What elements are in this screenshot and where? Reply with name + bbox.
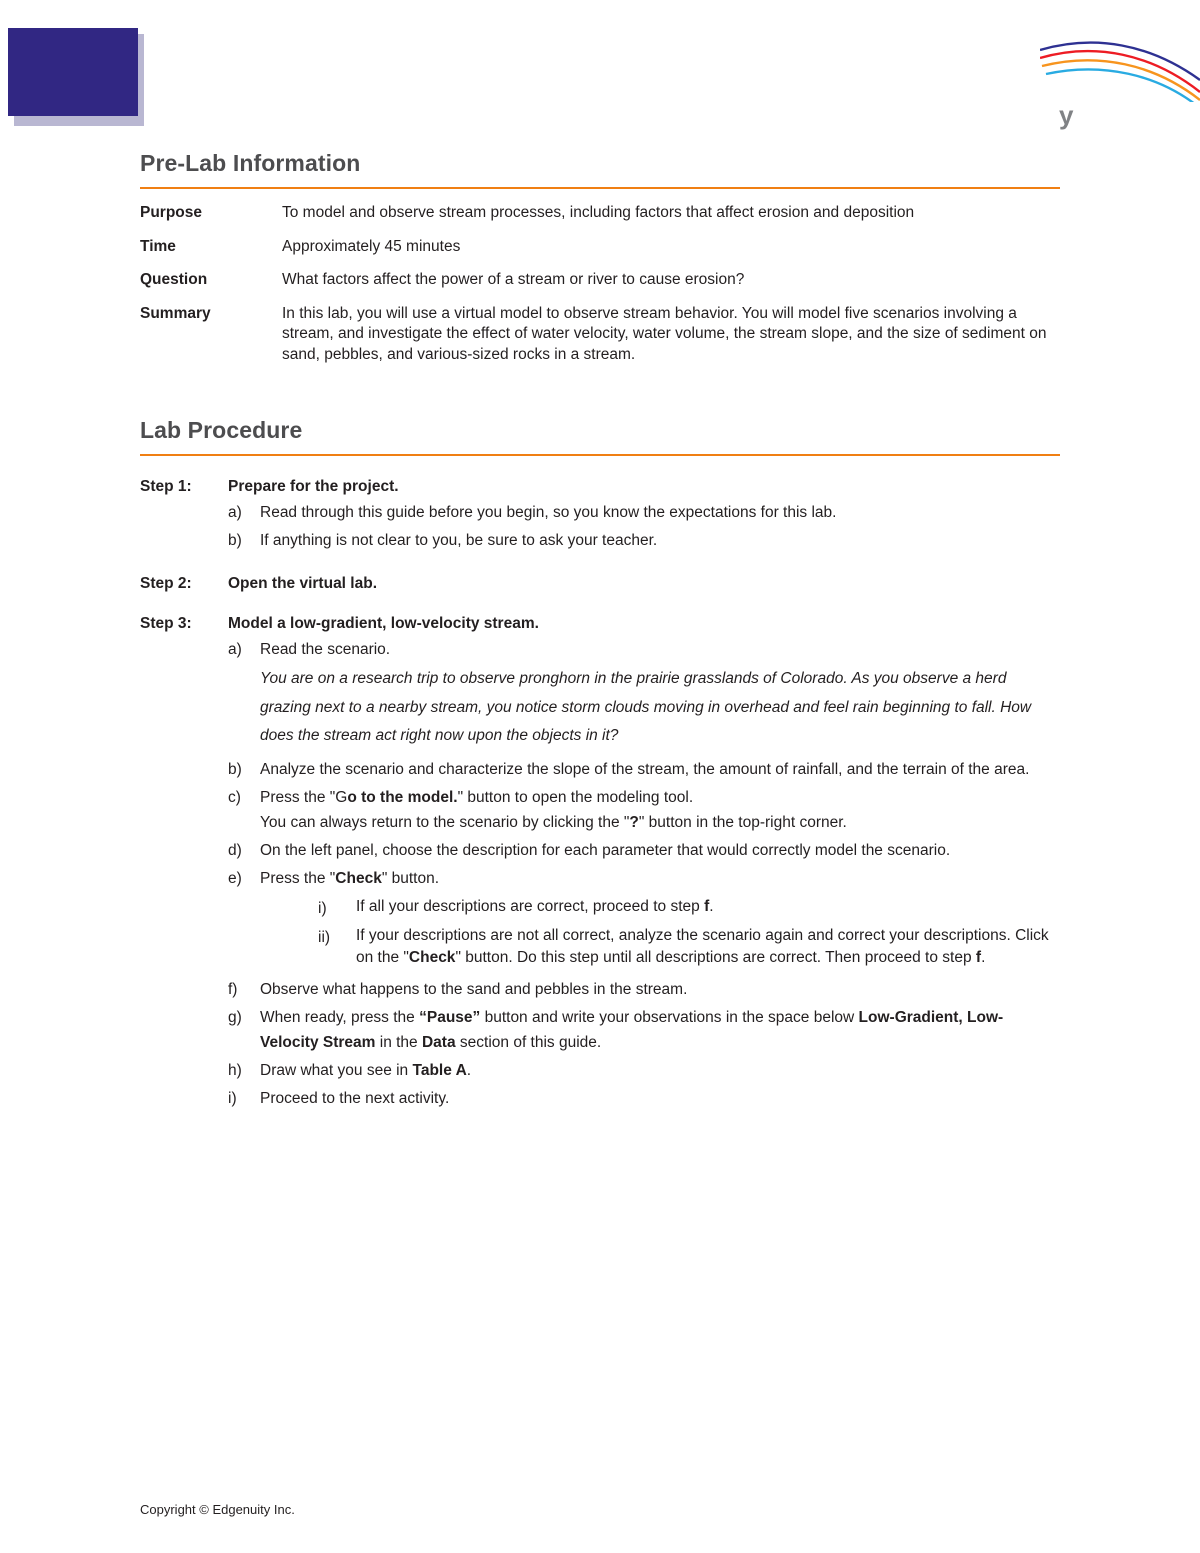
list-marker: h) <box>228 1061 242 1079</box>
list-item <box>228 528 1060 553</box>
step-3e-suffix: " button. <box>381 870 440 888</box>
table-row <box>140 237 1060 271</box>
prelab-heading: Pre-Lab Information <box>140 150 361 176</box>
procedure-heading: Lab Procedure <box>140 416 303 443</box>
step-3e-ii-suffix: . <box>981 949 986 967</box>
prelab-value-summary: In this lab, you will use a virtual model to observe stream behavior. You will model five scenarios involving a stream, and investigate the effect of water velocity, water volume, the stream slope, and the size of sediment on sand, pebbles, and various-sized rocks in a stream. <box>282 304 1047 364</box>
step-3g-middle-2: in the <box>375 1033 422 1051</box>
step-1b-text: If anything is not clear to you, be sure to ask your teacher. <box>260 531 658 549</box>
step-3g-prefix: When ready, press the <box>260 1008 420 1026</box>
step-3i-text: Proceed to the next activity. <box>260 1090 450 1108</box>
step-3e-subitems <box>260 896 1060 970</box>
step-3c-note-prefix: You can always return to the scenario by clicking the " <box>260 814 630 832</box>
step-3h-suffix: . <box>466 1061 472 1079</box>
list-item <box>228 1005 1060 1055</box>
list-marker: d) <box>228 842 242 860</box>
step-3g-middle-1: button and write your observations in the space below <box>480 1008 859 1026</box>
prelab-table <box>140 203 1060 379</box>
step-f-reference: f <box>704 897 710 915</box>
step-3b-text: Analyze the scenario and characterize the slope of the stream, the amount of rainfall, and the terrain of the area. <box>260 761 1030 778</box>
step-3h-prefix: Draw what you see in <box>260 1061 413 1079</box>
prelab-label-summary: Summary <box>140 304 211 322</box>
step-3f-text: Observe what happens to the sand and pebbles in the stream. <box>260 980 688 998</box>
list-item <box>228 977 1060 1002</box>
check-button-label: Check <box>408 949 456 967</box>
step-2-title: Open the virtual lab. <box>228 574 377 592</box>
prelab-value-purpose: To model and observe stream processes, including factors that affect erosion and deposition <box>282 204 915 221</box>
prelab-label-purpose: Purpose <box>140 204 203 221</box>
list-marker: ii) <box>318 928 331 946</box>
step-2-heading <box>140 575 1060 593</box>
step-1-heading <box>140 478 1060 496</box>
swoosh-decoration <box>1040 22 1200 102</box>
list-item <box>228 838 1060 863</box>
list-marker: g) <box>228 1008 242 1026</box>
step-1-title: Prepare for the project. <box>228 477 399 495</box>
list-item <box>318 896 1060 921</box>
prelab-value-time: Approximately 45 minutes <box>282 237 461 255</box>
step-3c-prefix: Press the "G <box>260 789 348 807</box>
list-marker: f) <box>228 980 238 998</box>
step-3e-prefix: Press the " <box>260 870 336 888</box>
list-marker: a) <box>228 503 242 521</box>
check-button-label: Check <box>335 870 382 888</box>
step-2-number: Step 2: <box>140 574 192 592</box>
step-3-number: Step 3: <box>140 614 192 632</box>
prelab-label-time: Time <box>140 237 176 255</box>
step-3g-suffix: section of this guide. <box>455 1033 602 1051</box>
step-3c-note <box>260 810 1060 835</box>
step-3d-text: On the left panel, choose the description for each parameter that would correctly model the scenario. <box>260 842 951 860</box>
page-header <box>0 0 1200 150</box>
list-marker: b) <box>228 531 242 549</box>
list-item <box>228 1058 1060 1083</box>
procedure-steps <box>140 478 1060 1111</box>
step-3e-i-prefix: If all your descriptions are correct, proceed to step <box>356 897 705 915</box>
prelab-label-question: Question <box>140 271 208 289</box>
step-3h-text <box>260 1058 1060 1083</box>
list-marker: i) <box>228 1090 237 1108</box>
table-row <box>140 304 1060 379</box>
data-section-reference: Data <box>421 1033 456 1051</box>
list-marker: c) <box>228 789 241 807</box>
list-item <box>228 866 1060 973</box>
list-item <box>228 757 1060 782</box>
list-item <box>228 637 1060 662</box>
step-3e-ii-middle: " button. Do this step until all descriptions are correct. Then proceed to step <box>455 949 976 967</box>
step-3c-suffix: " button to open the modeling tool. <box>457 789 694 807</box>
step-3c-text <box>260 785 1060 835</box>
header-logo-block <box>8 28 138 116</box>
step-3e-i-text <box>356 896 1060 921</box>
step-1-number: Step 1: <box>140 477 192 495</box>
step-3e-i-suffix: . <box>709 897 714 915</box>
step-3e-ii-prefix: If your descriptions are not all correct, analyze the scenario again and correct your descriptions. Click on the " <box>356 926 1049 967</box>
step-3e-text <box>260 866 1060 973</box>
section-divider <box>140 454 1060 456</box>
low-gradient-section-reference: Low-Gradient, Low-Velocity Stream <box>260 1008 1004 1051</box>
table-row <box>140 270 1060 304</box>
step-1-substeps <box>140 500 1060 553</box>
help-button-label: ? <box>629 814 639 832</box>
step-3g-text <box>260 1005 1060 1055</box>
list-item <box>228 500 1060 525</box>
scenario-text: You are on a research trip to observe pronghorn in the prairie grasslands of Colorado. As you observe a herd grazing next to a nearby stream, you notice storm clouds moving in overhead and feel rain beginning to fall. How does the stream act right now upon the objects in it? <box>260 669 1032 745</box>
step-f-reference: f <box>975 949 982 967</box>
list-marker: i) <box>318 899 327 917</box>
section-divider <box>140 187 1060 189</box>
list-marker: a) <box>228 640 242 658</box>
list-item <box>228 785 1060 835</box>
footer-copyright: Copyright © Edgenuity Inc. <box>140 1502 295 1517</box>
table-a-reference: Table A <box>412 1061 467 1079</box>
step-3-heading <box>140 615 1060 633</box>
list-item <box>228 1086 1060 1111</box>
go-to-model-button-label: o to the model. <box>347 789 458 807</box>
step-1a-text: Read through this guide before you begin, so you know the expectations for this lab. <box>260 503 837 521</box>
brand-text: y <box>1059 100 1074 130</box>
step-3e-ii-text <box>356 925 1060 970</box>
step-3-substeps <box>140 637 1060 1111</box>
list-marker: e) <box>228 870 242 888</box>
table-row <box>140 203 1060 237</box>
prelab-value-question: What factors affect the power of a stream or river to cause erosion? <box>282 271 745 289</box>
step-3a-text: Read the scenario. <box>260 640 391 658</box>
step-3-title: Model a low-gradient, low-velocity stream. <box>228 614 539 632</box>
document-body <box>0 150 1200 1111</box>
list-item <box>318 925 1060 970</box>
pause-button-label: “Pause” <box>419 1008 481 1026</box>
step-3c-note-suffix: " button in the top-right corner. <box>638 814 847 832</box>
list-marker: b) <box>228 761 242 778</box>
